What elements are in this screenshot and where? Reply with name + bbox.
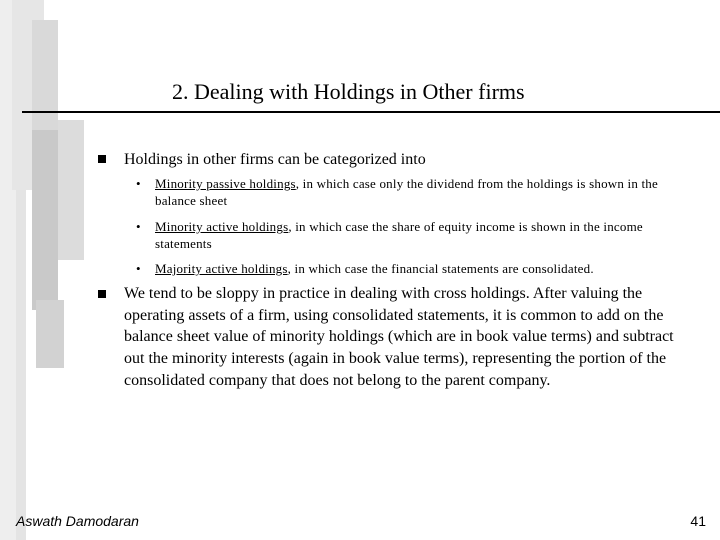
bullet-text: Holdings in other firms can be categorized into <box>124 151 426 168</box>
sub-item-term: Minority passive holdings <box>155 176 296 191</box>
footer-author: Aswath Damodaran <box>16 513 139 529</box>
dot-bullet-icon: • <box>136 261 141 276</box>
square-bullet-icon <box>98 290 106 298</box>
sub-item-text: , in which case only the dividend from the holdings is shown in the balance sheet <box>155 176 658 208</box>
slide-title: 2. Dealing with Holdings in Other firms <box>172 79 525 104</box>
bullet-text: We tend to be sloppy in practice in dealing with cross holdings. After valuing the operating assets of a firm, using consolidated statements, it is common to add on the balance sheet value of minority holdings (which are in book value terms) and subtract out the minority interests (again in book value terms), representing the portion of the consolidated company that does not belong to the parent company. <box>124 285 674 389</box>
decor-block <box>32 130 58 310</box>
sub-item <box>155 175 695 209</box>
sub-item-text: , in which case the share of equity income is shown in the income statements <box>155 219 643 251</box>
page-number: 41 <box>690 513 706 529</box>
sub-item-term: Minority active holdings <box>155 219 289 234</box>
sub-item-term: Majority active holdings <box>155 261 288 276</box>
square-bullet-icon <box>98 155 106 163</box>
title-divider <box>22 111 720 113</box>
dot-bullet-icon: • <box>136 219 141 234</box>
sub-item-text: , in which case the financial statements are consolidated. <box>287 261 594 276</box>
sub-item <box>155 218 695 252</box>
dot-bullet-icon: • <box>136 176 141 191</box>
decor-block <box>36 300 64 368</box>
sub-item <box>155 260 695 277</box>
decor-block <box>58 120 84 260</box>
